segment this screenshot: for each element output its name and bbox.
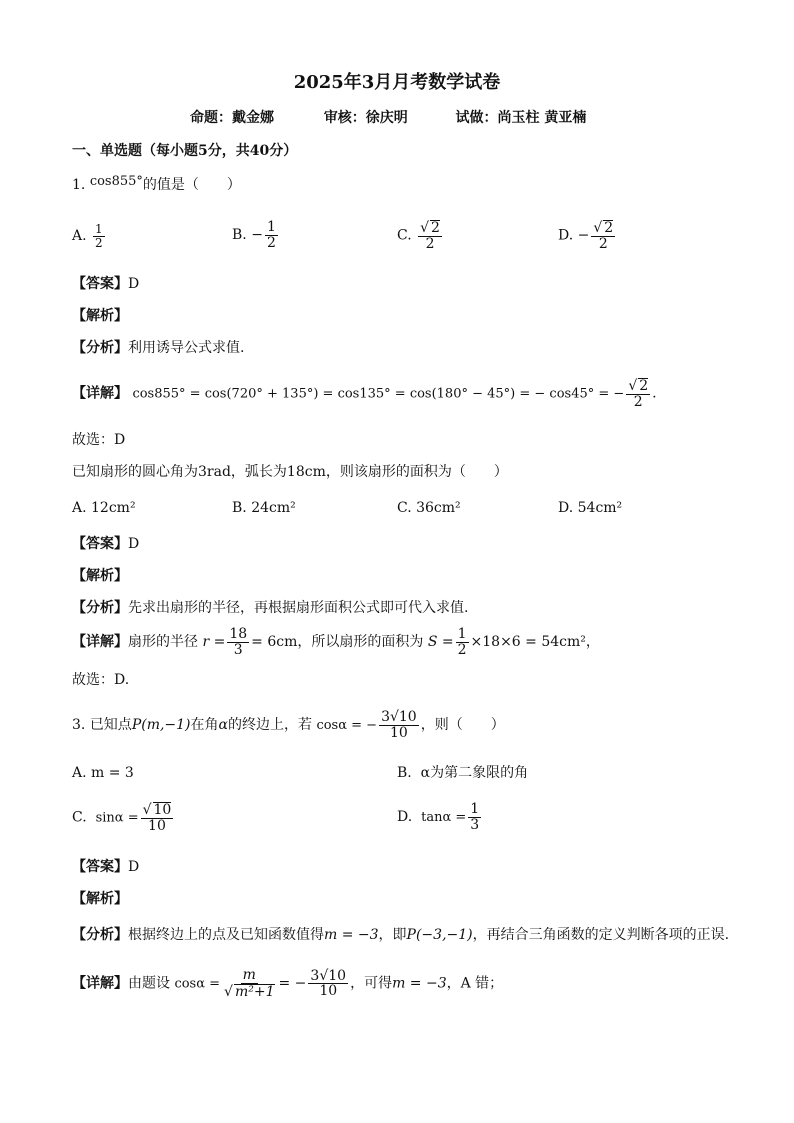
q3-option-a: A. m = 3 — [72, 765, 134, 781]
q1-analysis: 【分析】利用诱导公式求值. — [72, 340, 245, 356]
question-3: 3. 已知点P(m,−1)在角α的终边上，若 cosα = − $\frac{3√10}{10}$ ，则（ ） — [72, 709, 505, 741]
q1-choose: 故选：D — [72, 432, 126, 448]
question-2: 已知扇形的圆心角为3rad，弧长为18cm，则该扇形的面积为（ ） — [72, 464, 508, 480]
q2-choose: 故选：D. — [72, 672, 130, 688]
credit-tester: 试做：尚玉柱 黄亚楠 — [455, 110, 587, 126]
q2-option-b: B. 24cm² — [232, 500, 296, 516]
q1-explain-label: 【解析】 — [72, 308, 128, 324]
q2-option-c: C. 36cm² — [397, 500, 461, 516]
credit-author: 命题：戴金娜 — [190, 110, 274, 126]
q3-option-c: C. sinα = $\frac{√ 10}{10}$ — [72, 802, 172, 834]
q3-detail: 【详解】由题设 cosα = $\frac{m}{\text{√ m²+1}}$ = − $\frac{3√10}{10}$ ，可得m = −3，A 错； — [72, 967, 504, 1000]
q2-detail: 【详解】扇形的半径 r = $\frac{18}{3}$ = 6cm，所以扇形的面积为 S = $\frac{1}{2}$ ×18×6 = 54cm²， — [72, 626, 600, 658]
credit-reviewer: 审核：徐庆明 — [323, 110, 408, 126]
q2-analysis: 【分析】先求出扇形的半径，再根据扇形面积公式即可代入求值. — [72, 600, 469, 616]
section-heading: 一、单选题（每小题5分，共40分） — [72, 143, 298, 159]
q3-answer: 【答案】D — [72, 859, 140, 875]
q1-expr: cos855° — [89, 174, 143, 189]
q1-option-d: D. − $\frac{√ 2}{2}$ — [558, 220, 614, 252]
q1-detail-expr: cos855° = cos(720° + 135°) = cos135° = cos(180° − 45°) = − cos45° = − — [132, 386, 625, 402]
question-1: 1. cos855°的值是（ ） — [72, 174, 241, 193]
page-title: 2025年3月月考数学试卷 — [293, 72, 501, 93]
q2-option-d: D. 54cm² — [558, 500, 623, 516]
q1-option-c: C. $\frac{√ 2}{2}$ — [397, 220, 440, 252]
credits — [190, 111, 586, 125]
q2-option-a: A. 12cm² — [72, 500, 136, 516]
q1-detail: 【详解】 cos855° = cos(720° + 135°) = cos135° = cos(180° − 45°) = − cos45° = − $\frac{√ 2}{2}$ . — [72, 378, 657, 410]
q1-answer: 【答案】D — [72, 276, 140, 292]
q1-option-b: B. − $\frac{1}{2}$ — [232, 219, 276, 251]
q3-explain-label: 【解析】 — [72, 891, 128, 907]
q1-option-a: A. $\frac{1}{2}$ — [72, 222, 103, 250]
q3-option-d: D. tanα = $\frac{1}{3}$ — [397, 801, 480, 833]
q3-option-b: B. α为第二象限的角 — [397, 765, 529, 781]
q3-analysis: 【分析】根据终边上的点及已知函数值得m = −3，即P(−3,−1)，再结合三角函数的定义判断各项的正误. — [72, 927, 730, 943]
q2-answer: 【答案】D — [72, 536, 140, 552]
q2-explain-label: 【解析】 — [72, 568, 128, 584]
